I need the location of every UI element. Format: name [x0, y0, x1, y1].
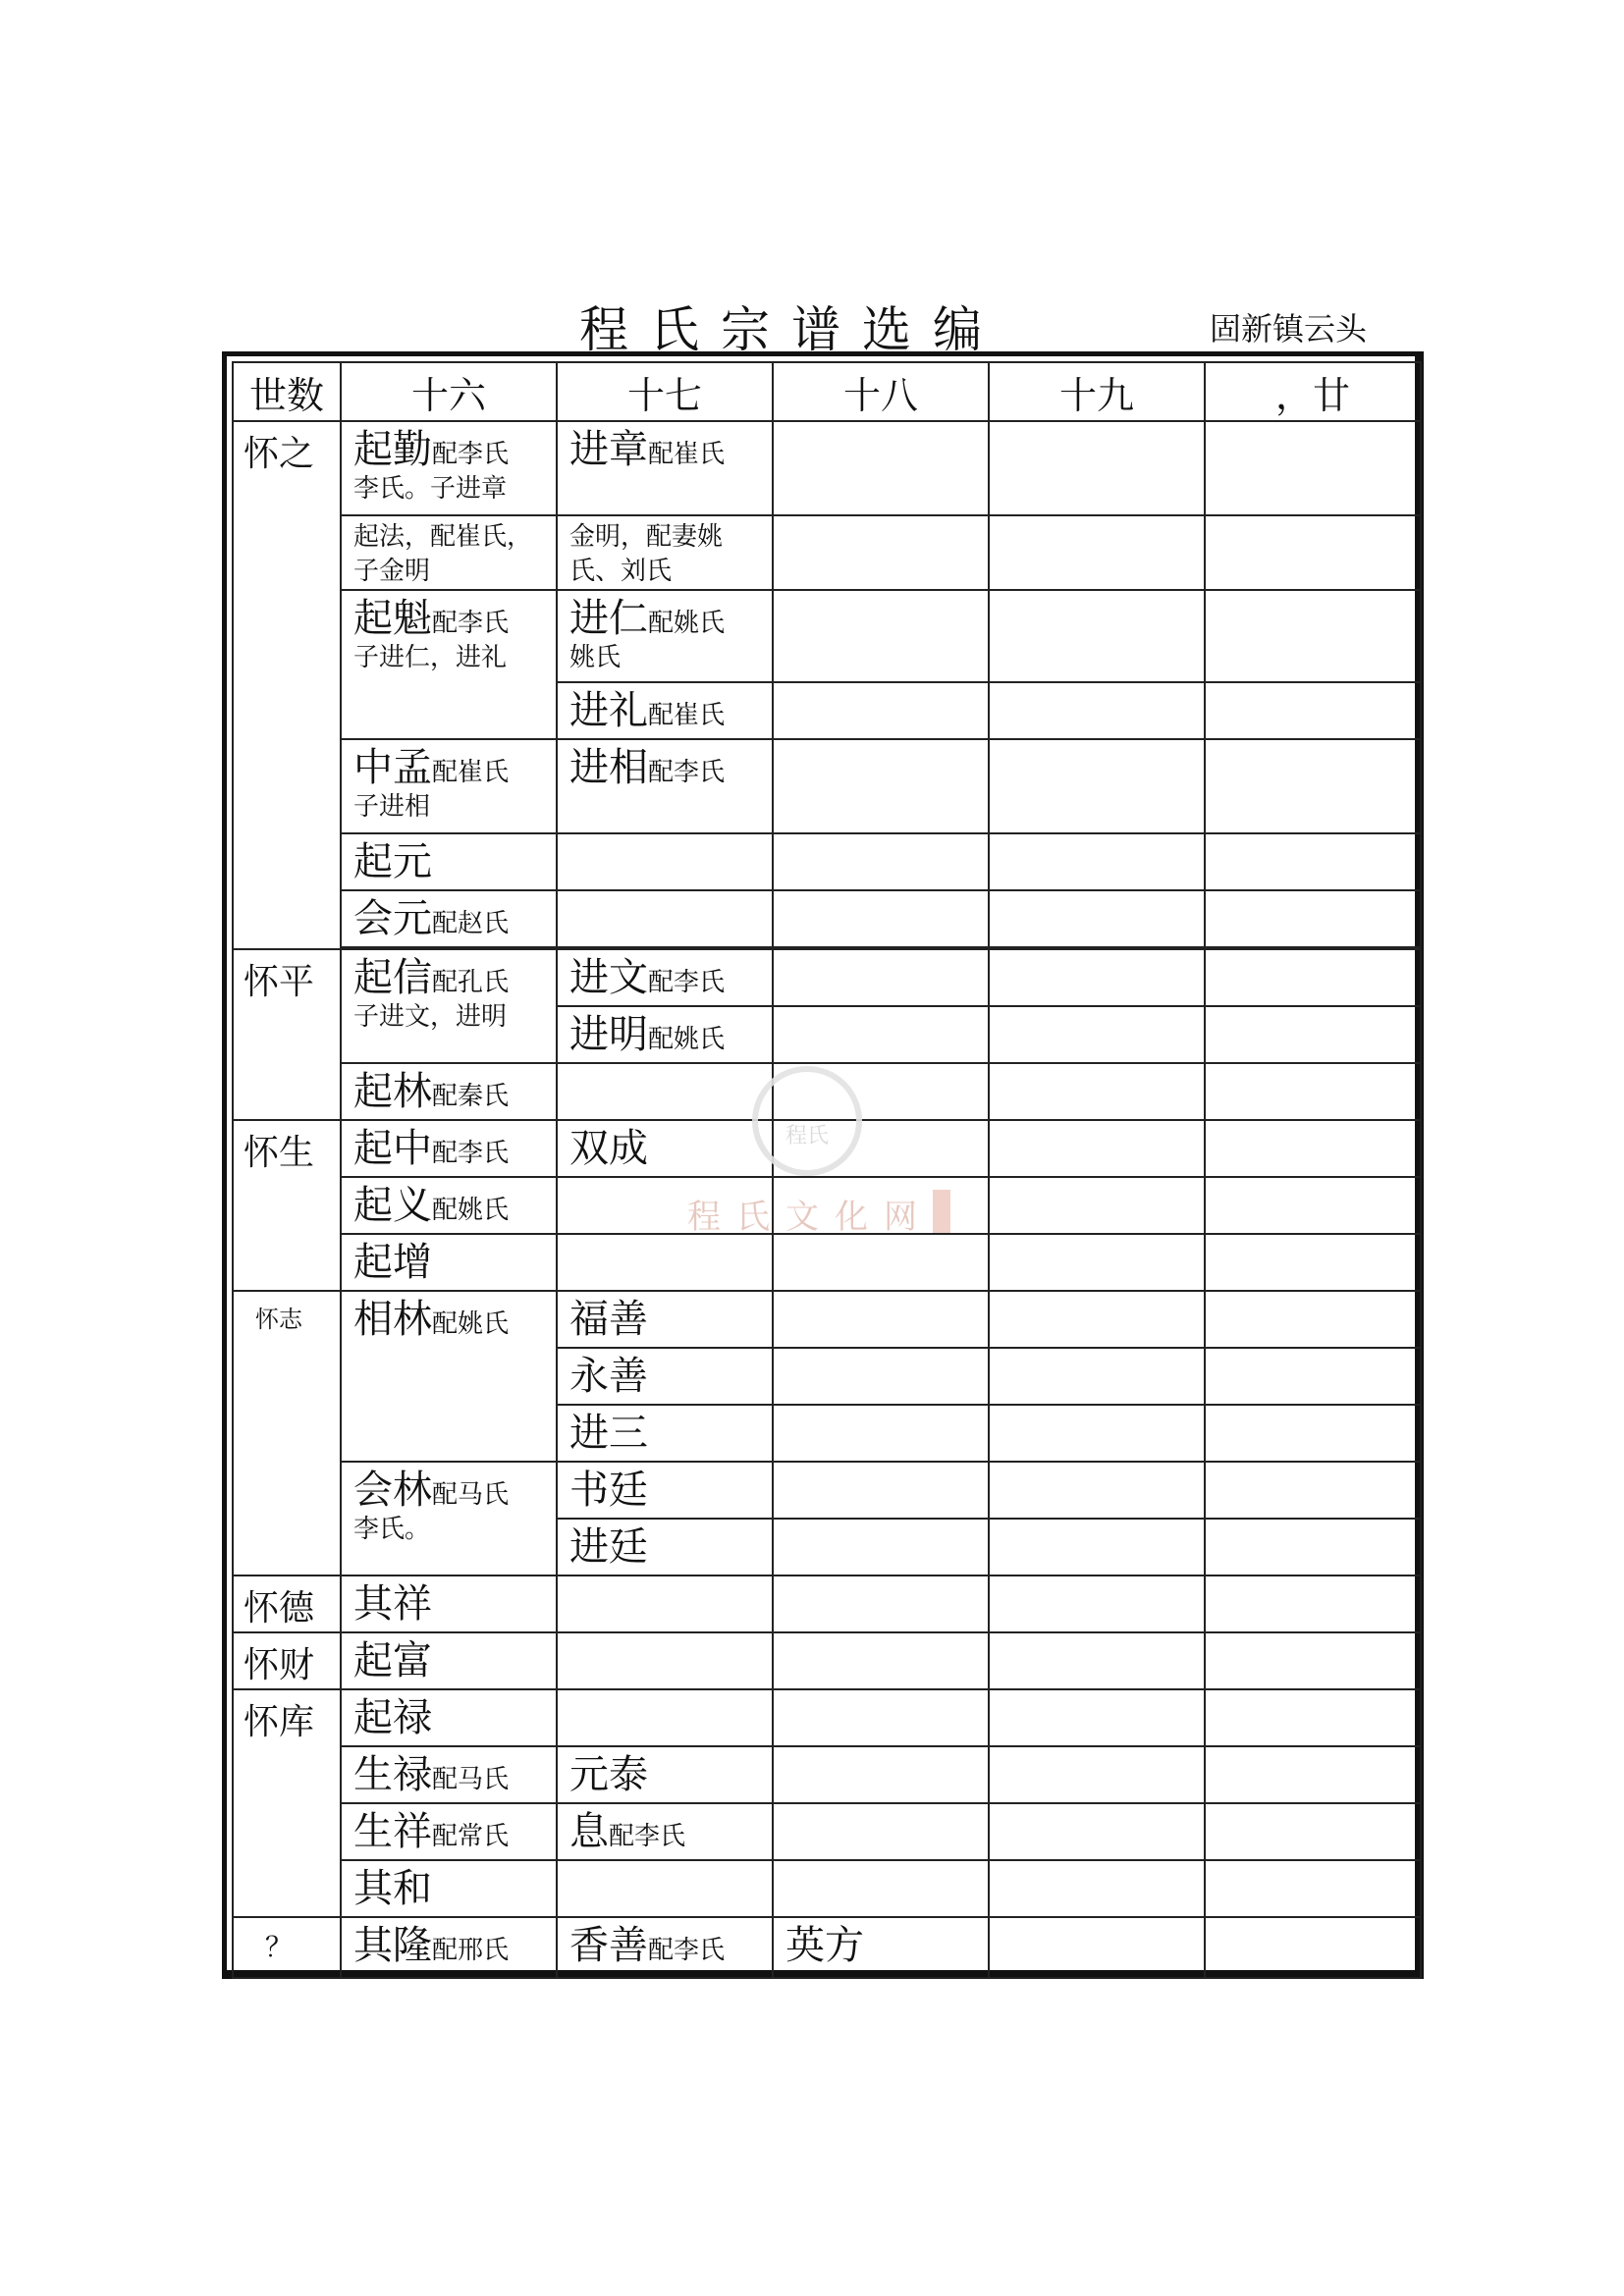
table-row — [233, 949, 1421, 1006]
generation-cell: 怀之 — [233, 421, 341, 949]
spouse-note: 配马氏 — [432, 1480, 510, 1511]
spouse-note: 配崔氏 — [648, 440, 726, 469]
place-name: 固新镇云头 — [1210, 310, 1368, 347]
lineage-note: 子进仁，进礼 — [353, 643, 508, 673]
table-row — [233, 1803, 1421, 1860]
generation-cell: 怀志 — [233, 1291, 341, 1575]
table-row — [233, 1632, 1421, 1689]
spouse-note: 配马氏 — [432, 1765, 510, 1795]
person-cell — [557, 421, 773, 515]
person-cell — [341, 1234, 557, 1291]
person-name: 进相 — [569, 745, 648, 791]
person-cell — [341, 1120, 557, 1177]
table-row — [233, 421, 1421, 515]
lineage-note: 起法，配崔氏，子金明 — [341, 515, 557, 590]
person-cell — [557, 1519, 773, 1575]
person-cell — [341, 1177, 557, 1234]
person-name: 起增 — [353, 1240, 432, 1286]
person-cell — [773, 1917, 989, 1978]
person-name: 生禄 — [353, 1752, 432, 1798]
person-name: 起元 — [353, 839, 432, 885]
person-name: 中孟 — [353, 745, 432, 791]
person-name: 起中 — [353, 1126, 432, 1172]
table-row — [233, 1575, 1421, 1632]
generation-cell: 怀德 — [233, 1575, 341, 1632]
person-cell — [341, 1632, 557, 1689]
column-header-17: 十七 — [557, 362, 773, 421]
generation-cell: ？ — [233, 1917, 341, 1978]
person-name: 书廷 — [569, 1468, 648, 1514]
watermark-stamp — [933, 1190, 950, 1233]
spouse-note: 配秦氏 — [432, 1082, 510, 1112]
person-name: 福善 — [569, 1297, 648, 1343]
table-row — [233, 590, 1421, 682]
person-name: 起魁 — [353, 596, 432, 642]
table-row — [233, 1462, 1421, 1519]
lineage-note: 金明，配妻姚氏、刘氏 — [557, 515, 773, 590]
person-cell — [341, 739, 557, 833]
generation-cell: 怀生 — [233, 1120, 341, 1291]
spouse-note: 配崔氏 — [648, 701, 726, 731]
person-cell — [557, 1348, 773, 1405]
column-header-20: ，廿 — [1205, 362, 1421, 421]
spouse-note: 配崔氏 — [432, 758, 510, 788]
table-row — [233, 515, 1421, 590]
spouse-note: 配李氏 — [432, 440, 510, 469]
person-cell — [341, 1746, 557, 1803]
person-name: 其和 — [353, 1866, 432, 1912]
table-row — [233, 1860, 1421, 1917]
person-cell — [341, 890, 557, 947]
spouse-note: 配邢氏 — [432, 1936, 510, 1966]
column-header-18: 十八 — [773, 362, 989, 421]
person-cell — [557, 1462, 773, 1519]
spouse-note: 配李氏 — [609, 1822, 686, 1852]
person-cell — [557, 1120, 773, 1177]
person-cell — [557, 1405, 773, 1462]
person-cell — [341, 1689, 557, 1746]
spouse-note: 配赵氏 — [432, 909, 510, 939]
person-name: 进明 — [569, 1012, 648, 1058]
person-name: 进礼 — [569, 688, 648, 734]
lineage-note: 子进文，进明 — [353, 1002, 508, 1033]
spouse-note: 配姚氏 — [648, 609, 726, 639]
spouse-note: 配常氏 — [432, 1822, 510, 1852]
lineage-note: 子进相 — [353, 792, 431, 823]
person-name: 进章 — [569, 427, 648, 472]
spouse-note: 配李氏 — [648, 1936, 726, 1966]
person-cell — [557, 1746, 773, 1803]
generation-cell: 怀库 — [233, 1689, 341, 1917]
lineage-note: 李氏。子进章 — [353, 474, 508, 504]
person-cell — [341, 1860, 557, 1917]
generation-cell: 怀财 — [233, 1632, 341, 1689]
person-cell — [341, 1063, 557, 1120]
person-name: 永善 — [569, 1354, 648, 1400]
person-cell — [557, 1917, 773, 1978]
person-name: 元泰 — [569, 1752, 648, 1798]
person-name: 英方 — [785, 1923, 864, 1969]
person-cell — [557, 1006, 773, 1063]
table-row — [233, 739, 1421, 833]
lineage-note: 姚氏 — [569, 643, 622, 673]
generation-cell: 怀平 — [233, 949, 341, 1120]
person-cell — [341, 1917, 557, 1978]
person-name: 起勤 — [353, 427, 432, 472]
person-cell — [341, 833, 557, 890]
spouse-note: 配姚氏 — [432, 1196, 510, 1226]
person-name: 起义 — [353, 1183, 432, 1229]
person-name: 起林 — [353, 1069, 432, 1115]
table-row — [233, 1689, 1421, 1746]
person-cell — [341, 590, 557, 739]
person-cell — [557, 1803, 773, 1860]
header-row — [233, 362, 1421, 421]
person-name: 会元 — [353, 896, 432, 942]
spouse-note: 配姚氏 — [432, 1309, 510, 1340]
person-cell — [557, 739, 773, 833]
person-cell — [341, 1803, 557, 1860]
person-name: 双成 — [569, 1126, 648, 1172]
column-header-19: 十九 — [989, 362, 1205, 421]
page-title: 程氏宗谱选编 — [579, 301, 1003, 358]
table-row — [233, 1917, 1421, 1978]
person-name: 进文 — [569, 955, 648, 1001]
table-row — [233, 833, 1421, 890]
table-row — [233, 1234, 1421, 1291]
table-row — [233, 890, 1421, 947]
person-name: 起禄 — [353, 1695, 432, 1741]
person-name: 香善 — [569, 1923, 648, 1969]
person-cell — [341, 1291, 557, 1462]
person-cell — [341, 949, 557, 1063]
person-name: 进三 — [569, 1411, 648, 1457]
person-name: 息 — [569, 1809, 609, 1855]
generation-column-header: 世数 — [233, 362, 341, 421]
person-cell — [557, 1291, 773, 1348]
spouse-note: 配李氏 — [432, 609, 510, 639]
spouse-note: 配孔氏 — [432, 968, 510, 998]
watermark-seal: 程氏 — [752, 1066, 862, 1176]
person-cell — [557, 682, 773, 739]
table-row — [233, 1746, 1421, 1803]
person-name: 起信 — [353, 955, 432, 1001]
watermark-text: 程氏文化网 — [687, 1198, 933, 1237]
person-name: 相林 — [353, 1297, 432, 1343]
spouse-note: 配李氏 — [648, 968, 726, 998]
spouse-note: 配李氏 — [432, 1139, 510, 1169]
person-cell — [341, 1462, 557, 1575]
spouse-note: 配姚氏 — [648, 1025, 726, 1055]
person-name: 其隆 — [353, 1923, 432, 1969]
person-name: 生祥 — [353, 1809, 432, 1855]
lineage-note: 李氏。 — [353, 1515, 431, 1545]
person-cell — [341, 421, 557, 515]
person-cell — [557, 949, 773, 1006]
person-cell — [341, 1575, 557, 1632]
spouse-note: 配李氏 — [648, 758, 726, 788]
column-header-16: 十六 — [341, 362, 557, 421]
person-name: 会林 — [353, 1468, 432, 1514]
table-row — [233, 1291, 1421, 1348]
person-name: 起富 — [353, 1638, 432, 1684]
person-name: 进仁 — [569, 596, 648, 642]
person-cell — [557, 590, 773, 682]
person-name: 其祥 — [353, 1581, 432, 1628]
person-name: 进廷 — [569, 1524, 648, 1571]
